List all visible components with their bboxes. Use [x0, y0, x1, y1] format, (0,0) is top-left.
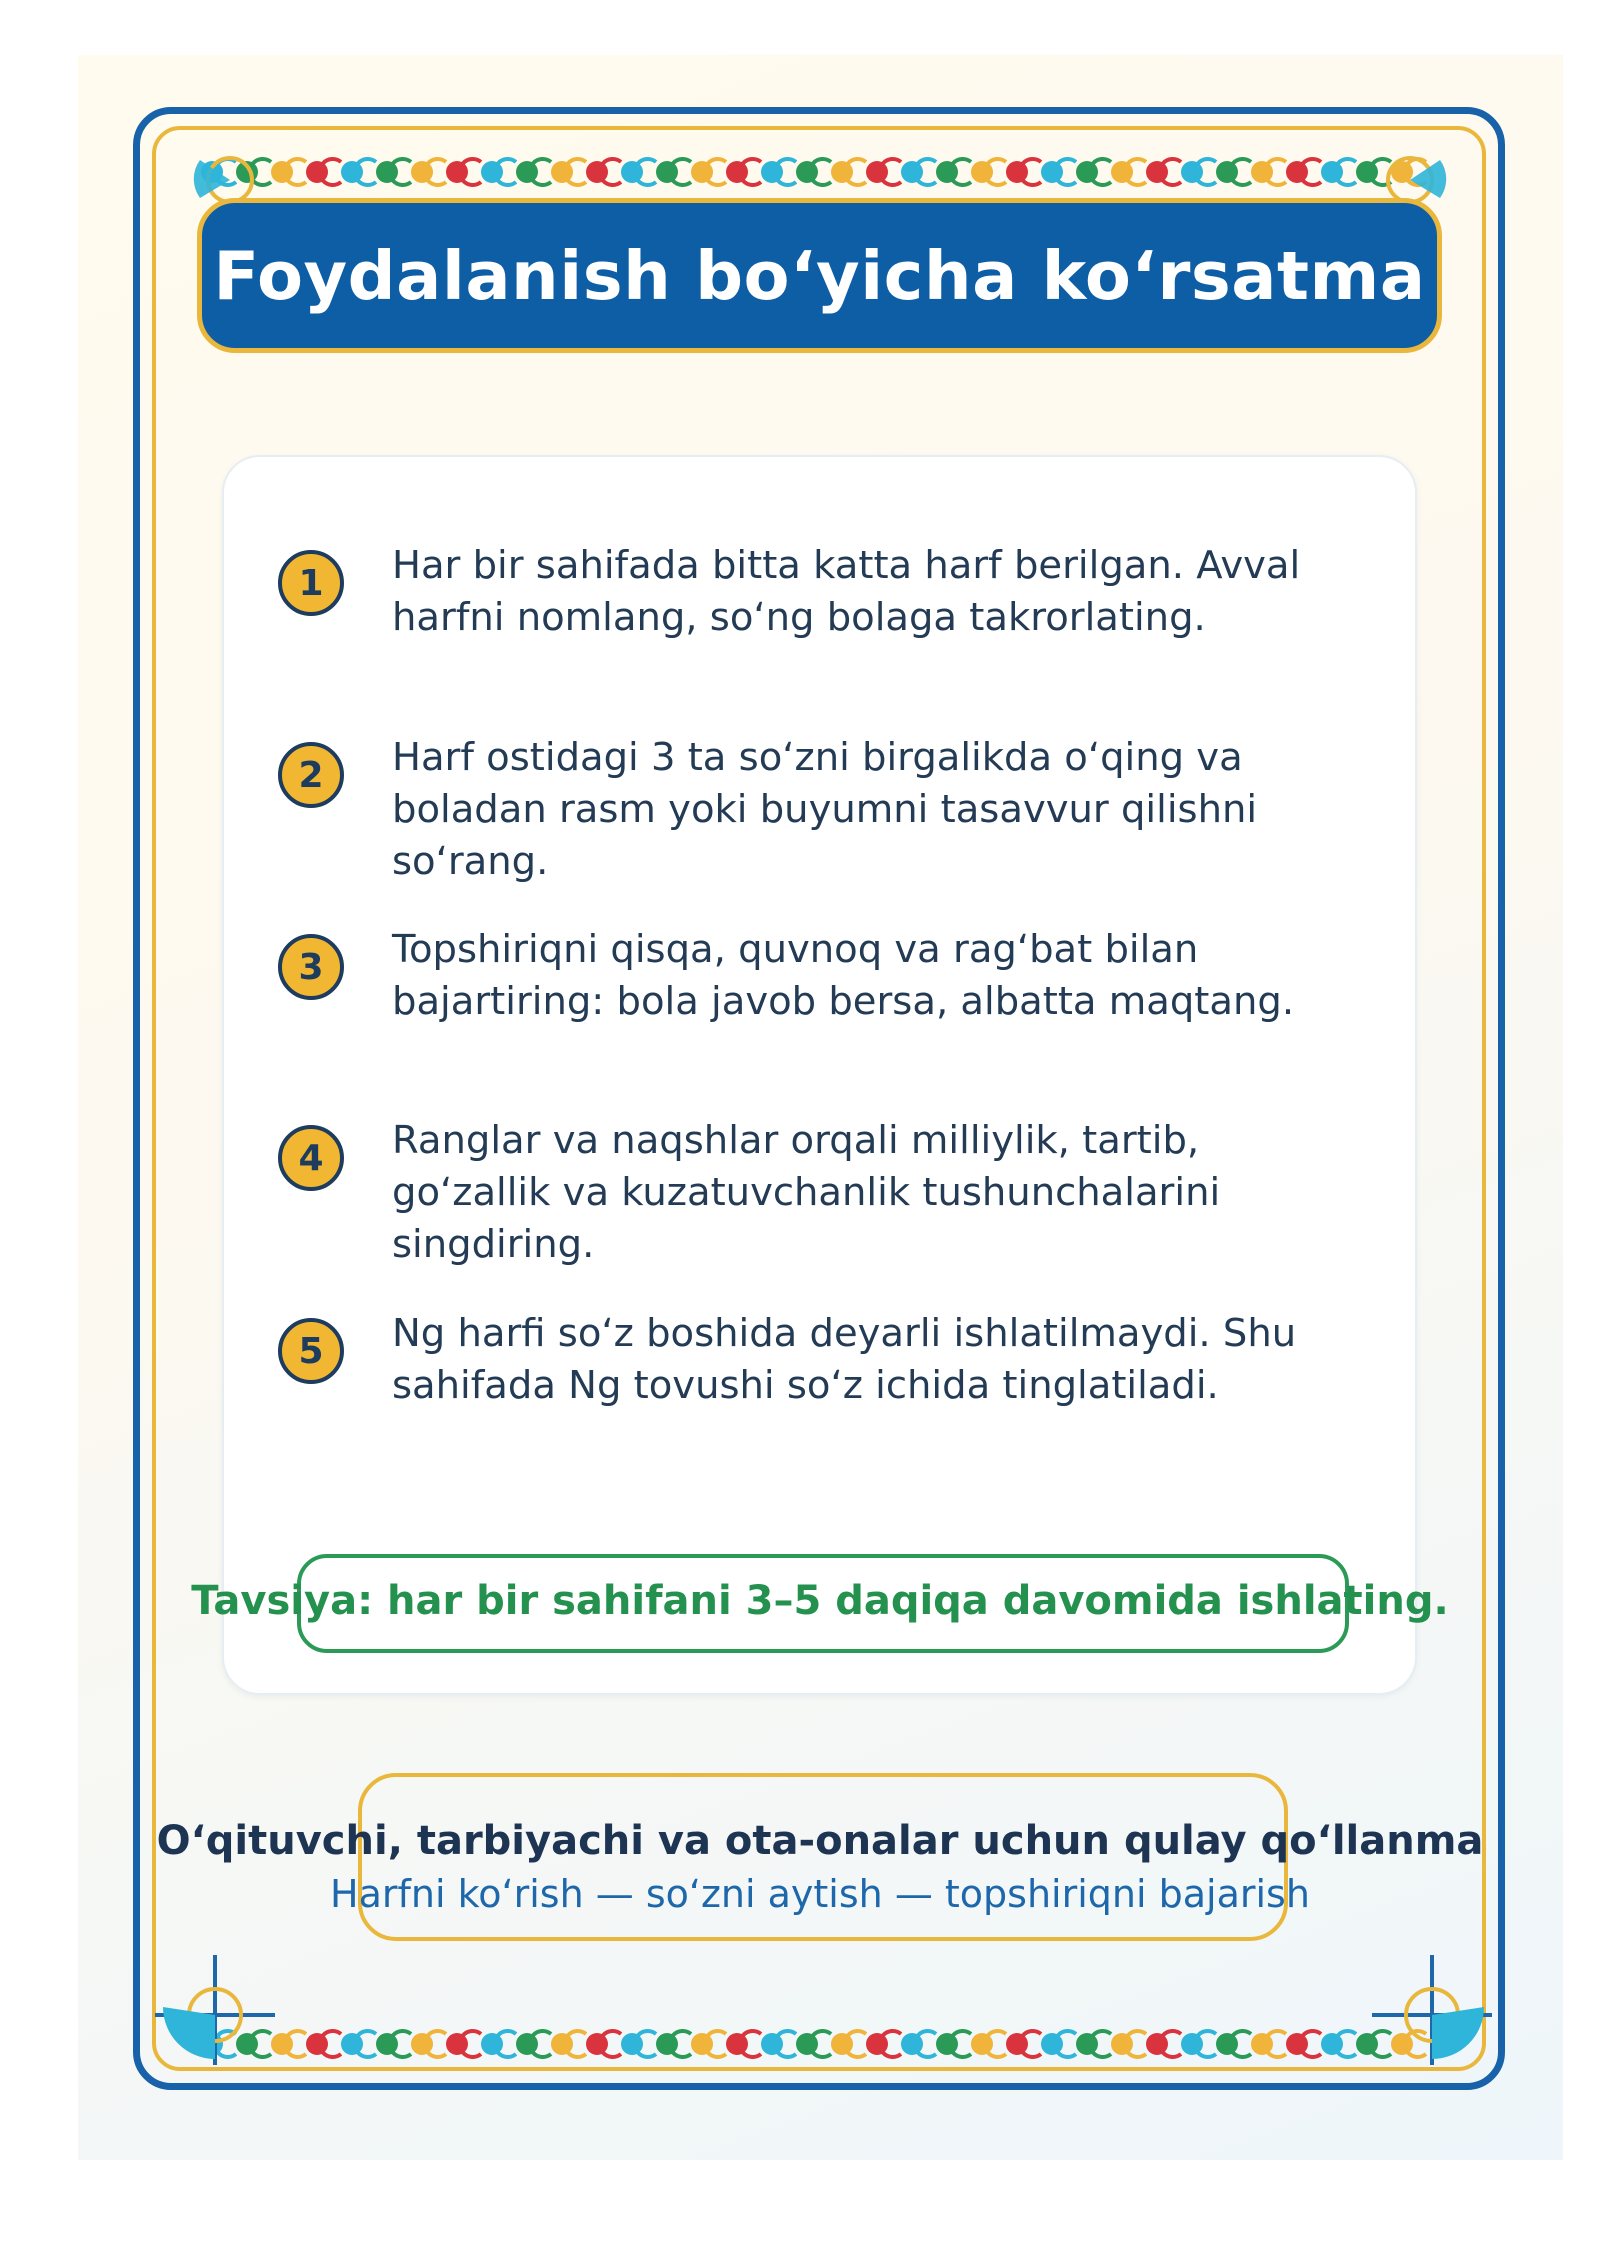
bottom-ornament-border [200, 2022, 1430, 2066]
step-number-badge: 1 [278, 550, 344, 616]
step-number-badge: 3 [278, 934, 344, 1000]
footer-title: O‘qituvchi, tarbiyachi va ota-onalar uchun qulay qo‘llanma [156, 1818, 1484, 1864]
step-text: Har bir sahifada bitta katta harf berilgan. Avval harfni nomlang, so‘ng bolaga takrorlating. [392, 543, 1301, 640]
step-text: Topshiriqni qisqa, quvnoq va rag‘bat bilan bajartiring: bola javob bersa, albatta maqtang. [392, 927, 1295, 1024]
step-text: Harf ostidagi 3 ta so‘zni birgalikda o‘qing va boladan rasm yoki buyumni tasavvur qilishni so‘rang. [392, 735, 1258, 884]
step-number-badge: 2 [278, 742, 344, 808]
step-text: Ng harfi so‘z boshida deyarli ishlatilmaydi. Shu sahifada Ng tovushi so‘z ichida tinglatiladi. [392, 1311, 1297, 1408]
page-title: Foydalanish bo‘yicha ko‘rsatma [213, 236, 1426, 315]
tip-text: Tavsiya: har bir sahifani 3–5 daqiqa davomida ishlating. [191, 1578, 1449, 1624]
title-banner [197, 198, 1442, 353]
step-number-badge: 5 [278, 1318, 344, 1384]
top-ornament-border [200, 150, 1430, 194]
corner-ornament-icon [1372, 1955, 1492, 2075]
footer-subtitle: Harfni ko‘rish — so‘zni aytish — topshiriqni bajarish [330, 1872, 1310, 1916]
step-number-badge: 4 [278, 1125, 344, 1191]
step-text: Ranglar va naqshlar orqali milliylik, tartib, go‘zallik va kuzatuvchanlik tushunchalarini singdiring. [392, 1118, 1221, 1267]
corner-ornament-icon [155, 1955, 275, 2075]
